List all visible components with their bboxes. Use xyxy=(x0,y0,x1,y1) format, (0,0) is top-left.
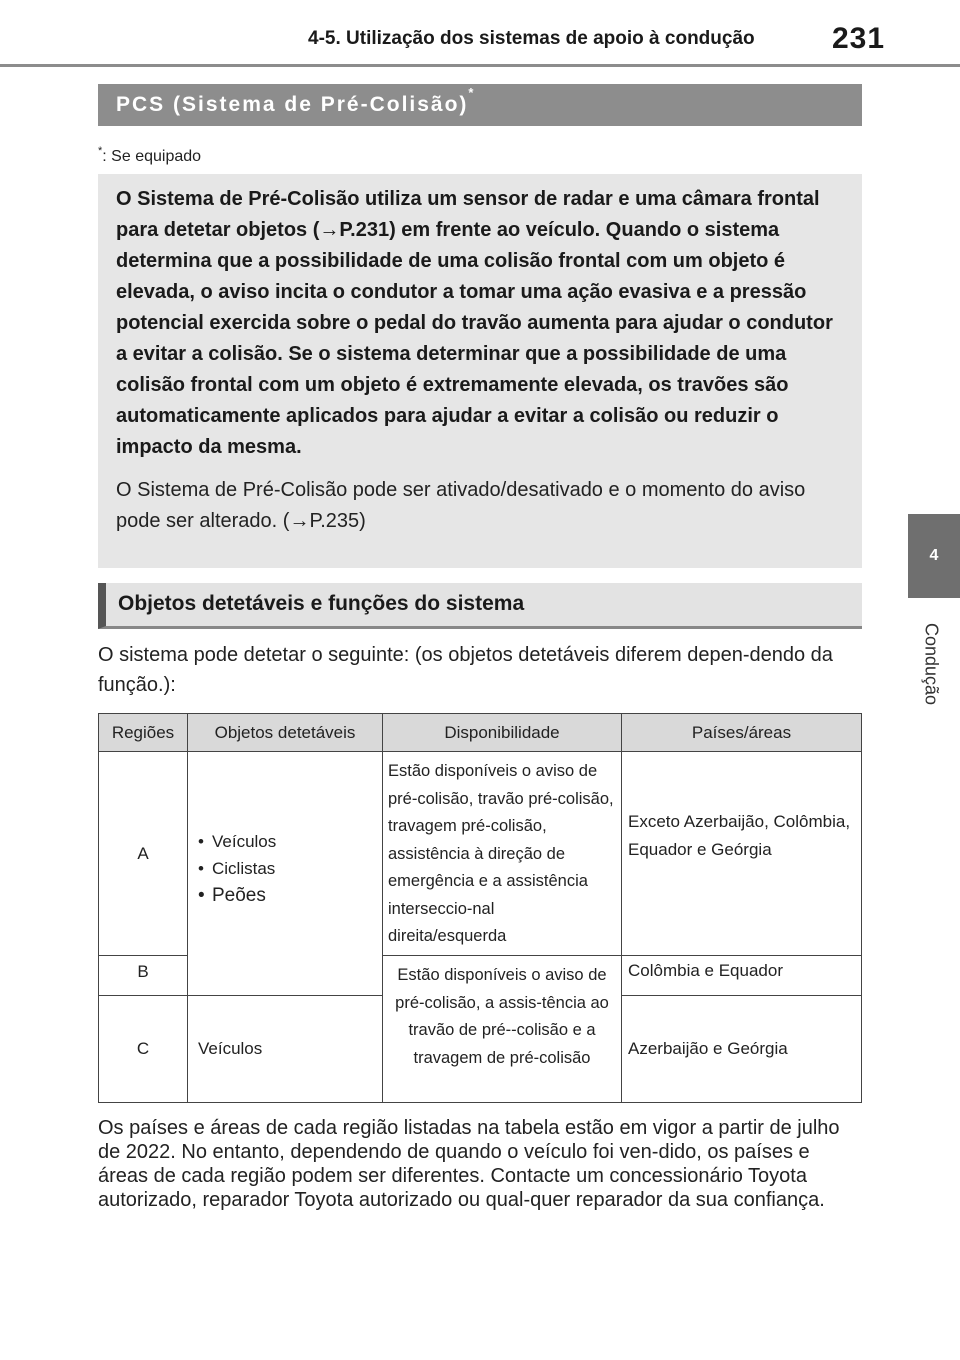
table-header-cell: Regiões xyxy=(98,713,188,752)
table-cell-objects-ab xyxy=(187,751,383,996)
intro-box xyxy=(98,174,862,568)
header-divider xyxy=(0,64,960,67)
table-cell-region-a: A xyxy=(98,751,188,956)
table-cell-objects-c: Veículos xyxy=(187,995,383,1103)
closing-paragraph: Os países e áreas de cada região listadas na tabela estão em vigor a partir de julho de 2022. No entanto, dependendo de quando o veículo foi ven-dido, os países e áreas de cada região podem ser diferentes. Contacte um concessionário Toyota autorizado, reparador Toyota autorizado ou qual-quer reparador da sua confiança. xyxy=(98,1117,840,1211)
section-title-bar xyxy=(98,84,862,126)
list-item: • Veículos xyxy=(198,828,382,855)
section-title-text: PCS (Sistema de Pré-Colisão) xyxy=(116,93,469,116)
subsection-heading: Objetos detetáveis e funções do sistema xyxy=(98,583,862,629)
section-title-marker: * xyxy=(468,85,474,100)
chapter-label xyxy=(905,612,957,716)
table-cell-availability-bc: Estão disponíveis o aviso de pré-colisão, a assis-tência ao travão de pré--colisão e a travagem de pré-colisão xyxy=(382,955,622,1103)
intro-bold-paragraph: O Sistema de Pré-Colisão utiliza um sensor de radar e uma câmara frontal para detetar objetos (→P.231) em frente ao veículo. Quando o sistema determina que a possibilidade de uma colisão frontal com um objeto é elevada, o aviso incita o condutor a tomar uma ação evasiva e a pressão potencial exercida sobre o pedal do travão aumenta para ajudar o condutor a evitar a colisão. Se o sistema determinar que a possibilidade de uma colisão frontal com um objeto é extremamente elevada, os travões são automaticamente aplicados para ajudar a evitar a colisão ou reduzir o impacto da mesma. xyxy=(116,188,833,458)
table-header-cell: Países/áreas xyxy=(621,713,862,752)
list-item: • Ciclistas xyxy=(198,855,382,882)
list-item: • Peões xyxy=(198,882,382,909)
detectable-objects-table xyxy=(98,713,862,1103)
table-cell-countries-b: Colômbia e Equador xyxy=(621,955,862,996)
table-cell-region-b: B xyxy=(98,955,188,996)
objects-list xyxy=(198,828,382,909)
footnote-marker: * xyxy=(98,145,103,157)
table-header-cell: Disponibilidade xyxy=(382,713,622,752)
page-number: 231 xyxy=(832,22,886,55)
table-cell-availability-a: Estão disponíveis o aviso de pré-colisão, travão pré-colisão, travagem pré-colisão, assistência à direção de emergência e a assistência interseccio-nal direita/esquerda xyxy=(382,751,622,956)
body-paragraph: O sistema pode detetar o seguinte: (os objetos detetáveis diferem depen-dendo da função.): xyxy=(98,644,833,696)
chapter-label-text: Condução xyxy=(921,622,942,706)
intro-normal-paragraph: O Sistema de Pré-Colisão pode ser ativado/desativado e o momento do aviso pode ser alterado. (→P.235) xyxy=(116,479,806,532)
table-cell-countries-a: Exceto Azerbaijão, Colômbia, Equador e Geórgia xyxy=(621,751,862,956)
footnote xyxy=(98,145,202,166)
chapter-tab[interactable]: 4 xyxy=(908,514,960,598)
table-cell-region-c: C xyxy=(98,995,188,1103)
footnote-text: : Se equipado xyxy=(102,148,202,165)
running-header-title: 4-5. Utilização dos sistemas de apoio à condução xyxy=(308,28,755,49)
table-cell-countries-c: Azerbaijão e Geórgia xyxy=(621,995,862,1103)
table-header-cell: Objetos detetáveis xyxy=(187,713,383,752)
